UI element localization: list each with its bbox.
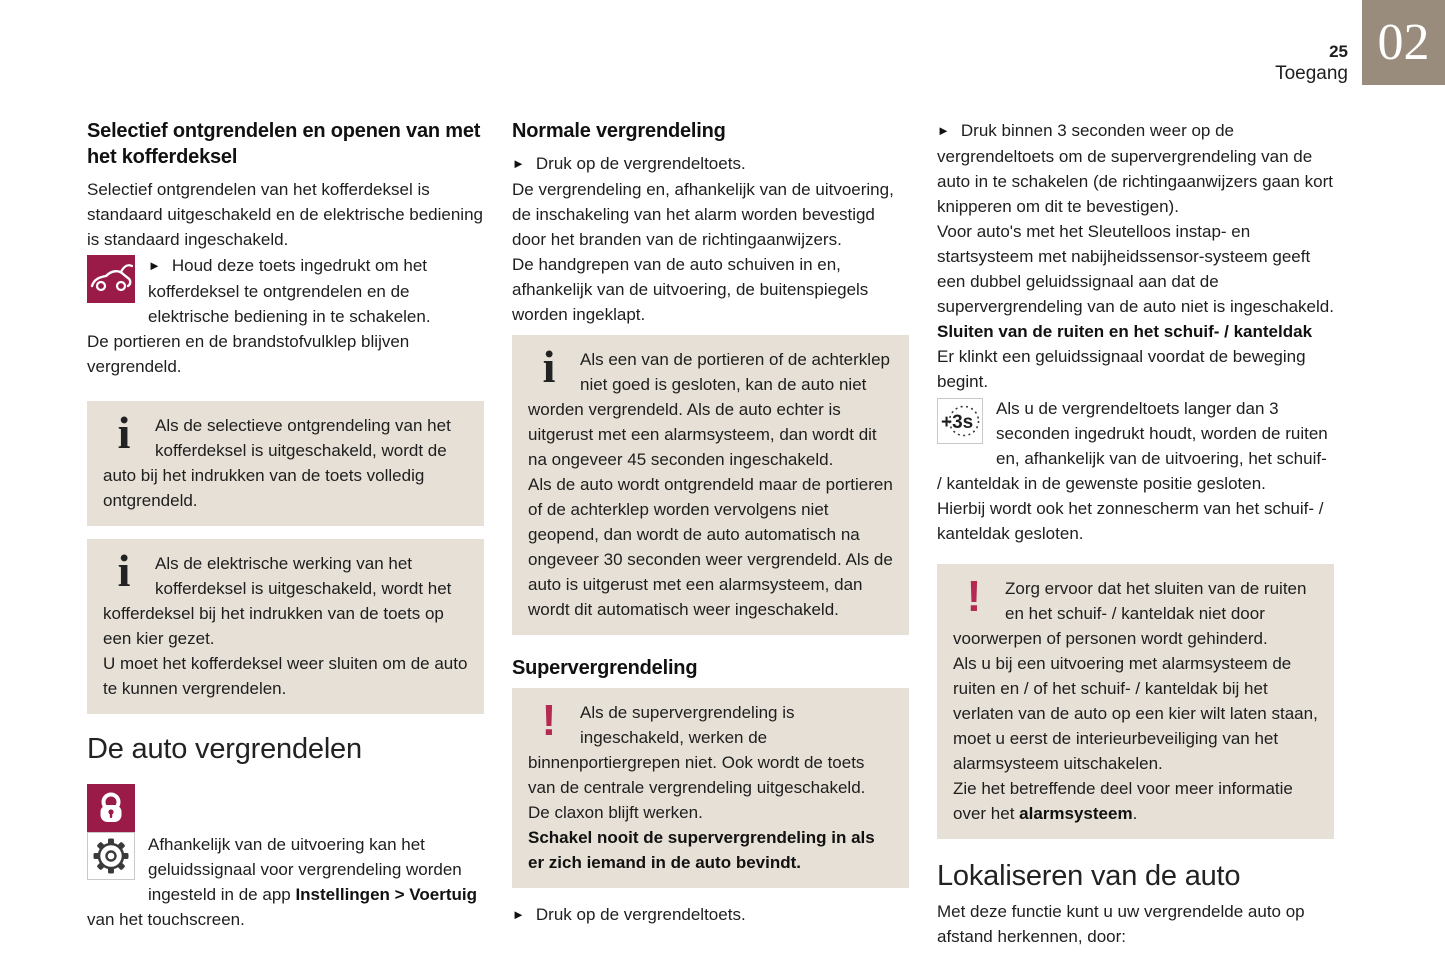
chapter-number-badge: [1362, 0, 1445, 85]
arrow-bullet-icon: ►: [937, 123, 950, 138]
paragraph: De portieren en de brandstofvulklep blijven vergrendeld.: [87, 332, 410, 376]
lock-sound-setting: [87, 832, 484, 932]
paragraph: De handgrepen van de auto schuiven in en, afhankelijk van de uitvoering, de buitenspiegels worden ingeklapt.: [512, 255, 869, 324]
warning-text-bold: Schakel nooit de supervergrendeling in als er zich iemand in de auto bevindt.: [528, 828, 875, 872]
info-box: [512, 335, 909, 635]
column-middle: [512, 118, 909, 928]
chapter-label: Toegang: [1275, 63, 1348, 84]
hold-3s-icon: [937, 398, 983, 444]
paragraph: Afhankelijk van de uitvoering kan het geluidssignaal voor vergrendeling worden ingesteld in de app Instellingen > Voertuig van het touchscreen.: [87, 835, 477, 929]
paragraph: Met deze functie kunt u uw vergrendelde auto op afstand herkennen, door:: [937, 902, 1305, 946]
paragraph: Er klinkt een geluidssignaal voordat de beweging begint.: [937, 347, 1306, 391]
step-item: ► Druk op de vergrendeltoets.: [512, 151, 909, 177]
warning-text: Zie het betreffende deel voor meer informatie over het alarmsysteem.: [953, 779, 1293, 823]
chapter-number: 02: [1377, 13, 1430, 71]
chapter-heading-lokaliseren: Lokaliseren van de auto: [937, 860, 1241, 892]
info-text: Als de elektrische werking van het kofferdeksel is uitgeschakeld, wordt het kofferdeksel bij het indrukken van de toets op een kier gezet.: [103, 554, 452, 648]
info-icon: i: [117, 545, 131, 596]
warning-text: Als u bij een uitvoering met alarmsysteem de ruiten en / of het schuif- / kanteldak bij het verlaten van de auto op een kier wilt laten staan, moet u eerst de interieurbeveiliging van het alarmsysteem uitschakelen.: [953, 654, 1318, 773]
arrow-bullet-icon: ►: [148, 258, 161, 273]
warning-icon: !: [541, 696, 557, 745]
paragraph: Selectief ontgrendelen van het kofferdeksel is standaard uitgeschakeld en de elektrische bediening is standaard ingeschakeld.: [87, 180, 483, 249]
info-text: Als de auto wordt ontgrendeld maar de portieren of de achterklep worden vervolgens niet geopend, dan wordt de auto automatisch na ongeveer 30 seconden weer vergrendeld. Als de auto is uitgerust met een alarmsysteem, dan wordt dit automatisch weer ingeschakeld.: [528, 475, 893, 619]
chapter-heading-de-auto-vergrendelen: De auto vergrendelen: [87, 733, 362, 765]
info-icon: i: [117, 407, 131, 458]
step-item: ► Druk binnen 3 seconden weer op de vergrendeltoets om de supervergrendeling van de auto in te schakelen (de richtingaanwijzers gaan kort knipperen om dit te bevestigen).: [937, 118, 1334, 219]
trunk-open-icon: [87, 255, 135, 303]
column-left: [87, 118, 484, 932]
hold-3s-step: [937, 396, 1334, 546]
step-item: ► Houd deze toets ingedrukt om het kofferdeksel te ontgrendelen en de elektrische bediening in te schakelen.: [87, 253, 484, 329]
paragraph: Als u de vergrendeltoets langer dan 3 seconden ingedrukt houdt, worden de ruiten en, afhankelijk van de uitvoering, het schuif- / kanteldak in de gewenste positie gesloten.: [937, 399, 1328, 493]
warning-box: [512, 688, 909, 888]
info-text: U moet het kofferdeksel weer sluiten om de auto te kunnen vergrendelen.: [103, 654, 468, 698]
warning-text: Zorg ervoor dat het sluiten van de ruiten en het schuif- / kanteldak niet door voorwerpen of personen wordt gehinderd.: [953, 579, 1307, 648]
svg-text:+3s: +3s: [941, 412, 974, 433]
arrow-bullet-icon: ►: [512, 156, 525, 171]
section-heading-normale-vergrendeling: Normale vergrendeling: [512, 120, 726, 142]
warning-text: Als de supervergrendeling is ingeschakeld, werken de binnenportiergrepen niet. Ook wordt de toets van de centrale vergrendeling uitgeschakeld.: [528, 703, 866, 797]
subheading-sluiten-ruiten: Sluiten van de ruiten en het schuif- / kanteldak: [937, 322, 1313, 341]
section-heading-selectief-ontgrendelen: Selectief ontgrendelen en openen van met het kofferdeksel: [87, 120, 481, 168]
info-box: [87, 539, 484, 714]
paragraph: Voor auto's met het Sleutelloos instap- en startsysteem met nabijheidssensor-systeem geeft een dubbel geluidssignaal aan dat de supervergrendeling van de auto niet is ingeschakeld.: [937, 222, 1334, 316]
paragraph: De vergrendeling en, afhankelijk van de uitvoering, de inschakeling van het alarm worden bevestigd door het branden van de richtingaanwijzers.: [512, 180, 894, 249]
trunk-release-step: [87, 253, 484, 379]
paragraph: Hierbij wordt ook het zonnescherm van het schuif- / kanteldak gesloten.: [937, 499, 1324, 543]
arrow-bullet-icon: ►: [512, 907, 525, 922]
info-box: [87, 401, 484, 526]
info-text: Als de selectieve ontgrendeling van het kofferdeksel is uitgeschakeld, wordt de auto bij het indrukken van de toets volledig ontgrendeld.: [103, 416, 451, 510]
info-text: Als een van de portieren of de achterklep niet goed is gesloten, kan de auto niet worden vergrendeld. Als de auto echter is uitgerust met een alarmsysteem, dan wordt dit na ongeveer 45 seconden ingeschakeld.: [528, 350, 890, 469]
settings-gear-icon: [87, 832, 135, 880]
warning-box: [937, 564, 1334, 839]
lock-icon: [87, 784, 135, 832]
warning-icon: !: [966, 572, 982, 621]
column-right: [937, 118, 1334, 949]
step-item: ► Druk op de vergrendeltoets.: [512, 902, 909, 928]
warning-text: De claxon blijft werken.: [528, 803, 703, 822]
section-heading-supervergrendeling: Supervergrendeling: [512, 657, 698, 679]
info-icon: i: [542, 341, 556, 392]
page-number: 25: [1329, 42, 1348, 61]
